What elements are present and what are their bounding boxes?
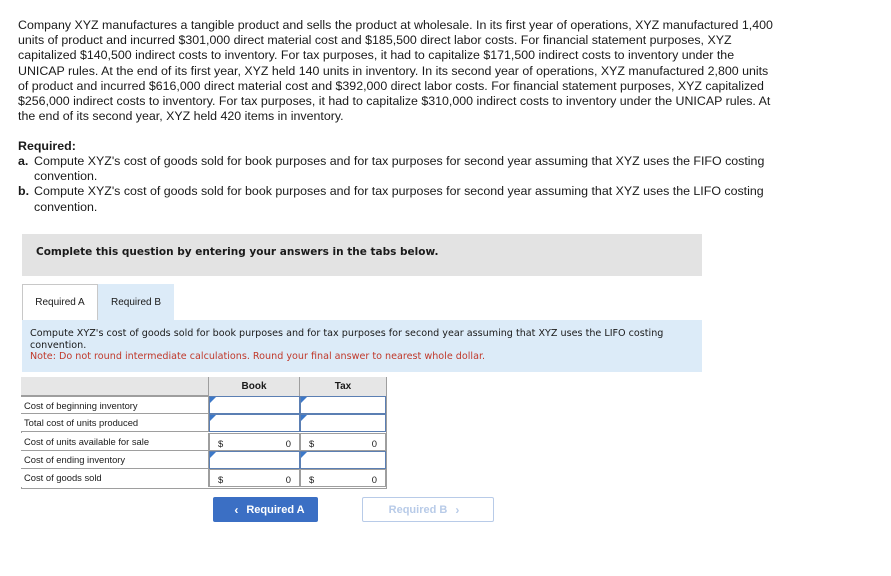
row-label-beginning-inventory: Cost of beginning inventory — [21, 396, 209, 414]
column-header-book: Book — [209, 377, 300, 396]
previous-tab-button[interactable] — [213, 497, 318, 522]
next-tab-label: Required B — [388, 503, 448, 516]
chevron-left-icon: ‹ — [234, 502, 239, 517]
question-text: Compute XYZ's cost of goods sold for book purposes and for tax purposes for second year assuming that XYZ uses the LIFO costing convention. — [30, 328, 664, 351]
row-label-available-for-sale: Cost of units available for sale — [21, 433, 209, 451]
row-label-cost-of-goods-sold: Cost of goods sold — [21, 469, 209, 487]
book-beginning-inventory-input[interactable] — [209, 396, 300, 414]
row-label-units-produced: Total cost of units produced — [21, 414, 209, 432]
input-marker-icon — [301, 452, 307, 458]
input-marker-icon — [210, 415, 216, 421]
book-ending-inventory-input[interactable] — [209, 451, 300, 469]
input-marker-icon — [301, 397, 307, 403]
table-header-blank — [21, 377, 209, 396]
required-list — [18, 154, 778, 215]
input-marker-icon — [210, 452, 216, 458]
book-units-produced-input[interactable] — [209, 414, 300, 432]
required-item-a-label: a. — [18, 154, 29, 168]
required-title: Required: — [18, 139, 76, 153]
column-header-tax: Tax — [300, 377, 386, 396]
tax-available-for-sale-value: $ 0 — [300, 433, 386, 451]
row-label-ending-inventory: Cost of ending inventory — [21, 451, 209, 469]
input-marker-icon — [210, 397, 216, 403]
tab-required-a[interactable]: Required A — [22, 284, 98, 320]
input-marker-icon — [301, 415, 307, 421]
chevron-right-icon: › — [455, 502, 460, 517]
tax-cost-of-goods-sold-value: $ 0 — [300, 469, 386, 487]
previous-tab-label: Required A — [246, 503, 305, 516]
next-tab-button[interactable] — [362, 497, 494, 522]
tax-beginning-inventory-input[interactable] — [300, 396, 386, 414]
required-item-b — [18, 184, 778, 214]
instructions-banner: Complete this question by entering your answers in the tabs below. — [22, 234, 702, 276]
question-panel — [22, 320, 702, 372]
book-cost-of-goods-sold-value: $ 0 — [209, 469, 300, 487]
required-item-b-text: Compute XYZ's cost of goods sold for book purposes and for tax purposes for second year assuming that XYZ uses the LIFO costing convention. — [34, 184, 764, 214]
required-item-b-label: b. — [18, 184, 30, 199]
required-item-a — [18, 154, 778, 184]
tax-units-produced-input[interactable] — [300, 414, 386, 432]
problem-intro: Company XYZ manufactures a tangible product and sells the product at wholesale. In its first year of operations, XYZ manufactured 1,400 units of product and incurred $301,000 direct material cost and $185,500 direct labor costs. For financial statement purposes, XYZ capitalized $140,500 indirect costs to inventory. For tax purposes, it had to capitalize $171,500 indirect costs to inventory under the UNICAP rules. At the end of its first year, XYZ held 140 units in inventory. In its second year of operations, XYZ manufactured 2,800 units of product and incurred $616,000 direct material cost and $392,000 direct labor costs. For financial statement purposes, XYZ capitalized $256,000 indirect costs to inventory. For tax purposes, it had to capitalize $310,000 indirect costs to inventory under the UNICAP rules. At the end of its second year, XYZ held 420 items in inventory. — [18, 18, 773, 124]
required-item-a-text: Compute XYZ's cost of goods sold for book purposes and for tax purposes for second year assuming that XYZ uses the FIFO costing convention. — [34, 154, 765, 184]
tab-required-b[interactable]: Required B — [98, 284, 174, 321]
book-available-for-sale-value: $ 0 — [209, 433, 300, 451]
tax-ending-inventory-input[interactable] — [300, 451, 386, 469]
question-note: Note: Do not round intermediate calculations. Round your final answer to nearest whole dollar. — [30, 351, 486, 362]
